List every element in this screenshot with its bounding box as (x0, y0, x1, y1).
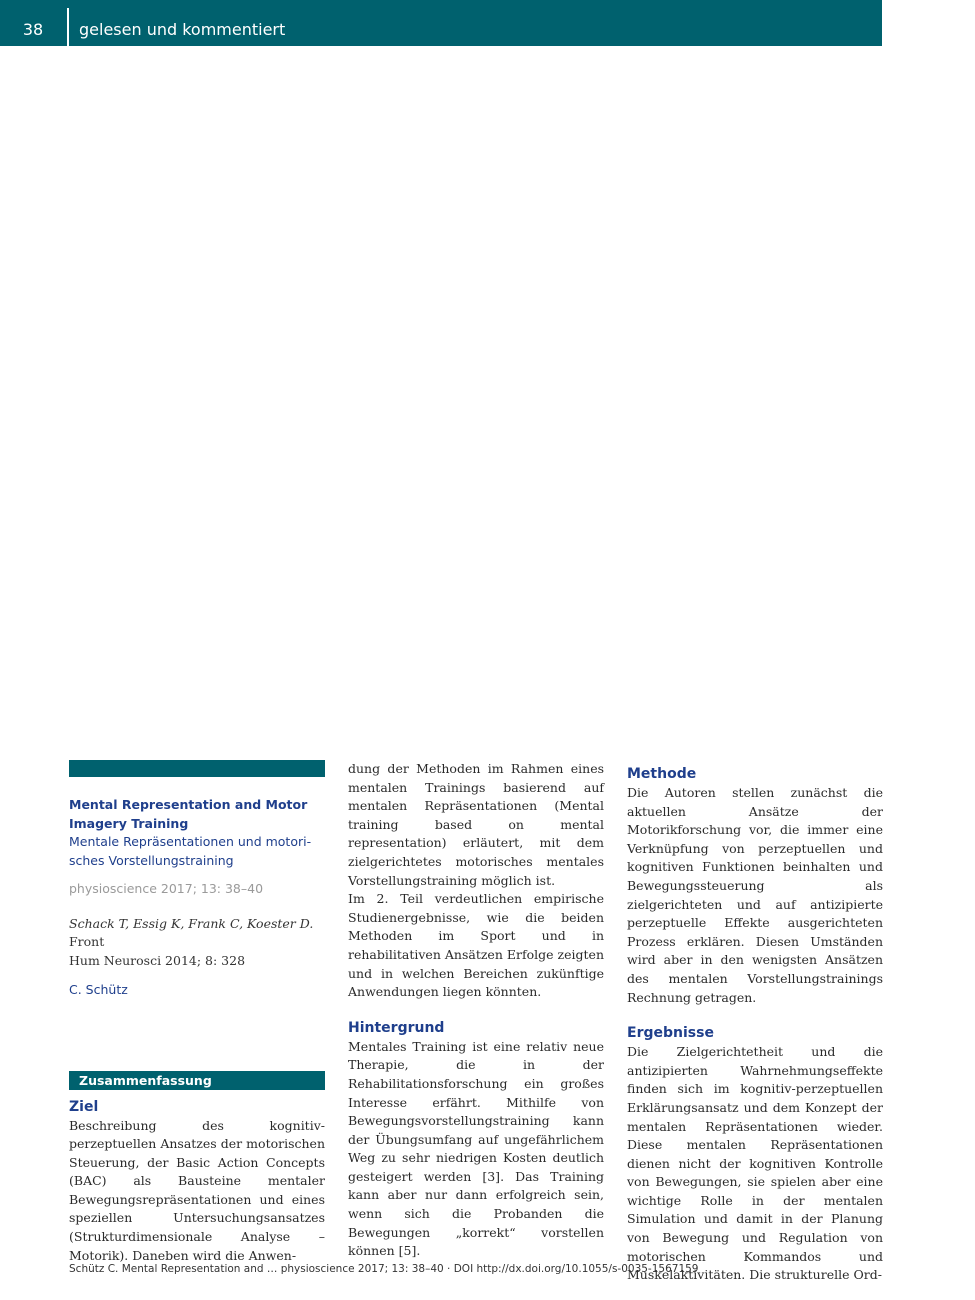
header-divider (67, 8, 69, 46)
commentator-name: C. Schütz (69, 982, 128, 997)
methode-heading: Methode (627, 766, 697, 782)
article-subtitle-line: Mentale Repräsentationen und motori- (69, 834, 312, 849)
article-title-line: Imagery Training (69, 815, 189, 831)
citation-authors: Schack T, Essig K, Frank C, Koester D. (69, 915, 314, 931)
ziel-heading: Ziel (69, 1098, 99, 1115)
column-left (69, 760, 325, 1265)
column-middle (348, 760, 604, 1261)
column-right (627, 760, 883, 1285)
page-number: 38 (22, 20, 44, 39)
page-header (0, 0, 882, 46)
article-title-de (69, 833, 325, 870)
hintergrund-text: Mentales Training ist eine relativ neue Therapie, die in der Rehabilitationsforschung ein großes Interesse erfährt. Mithilfe von Bewegungsvorstellungstraining kann der Übungsumfang auf ungefährlichem Weg zu sehr niedrigen Kosten deutlich gesteigert werden [3]. Das Training kann aber nur dann erfolgreich sein, wenn sich die Probanden die Bewegungen „korrekt“ vorstellen können [5]. (348, 1038, 604, 1259)
section-title: gelesen und kommentiert (79, 20, 286, 39)
ergebnisse-heading: Ergebnisse (627, 1025, 714, 1042)
page-footer: Schütz C. Mental Representation and … physioscience 2017; 13: 38–40 · DOI http://dx.doi.org/10.1055/s-0035-1567159 (69, 1263, 699, 1275)
article-title-en (69, 796, 325, 833)
ergebnisse-text: Die Zielgerichtetheit und die antizipierten Wahrnehmungseffekte finden sich im kognitiv-perzeptuellen Erklärungsansatz und dem Konzept der mentalen Repräsentationen wieder. Diese mentalen Repräsentationen dienen nicht der kognitiven Kontrolle von Bewegungen, sie spielen aber eine wichtige Rolle in der mentalen Simulation und damit in der Planung von Bewegung und Regulation von motorischen Kommandos und Muskelaktivitäten. Die strukturelle Ord- (627, 1044, 883, 1283)
reference-bar (69, 760, 325, 777)
methode-text: Die Autoren stellen zunächst die aktuellen Ansätze der Motorikforschung vor, die immer eine Verknüpfung von perzeptuellen und kognitiven Funktionen beinhalten und Bewegungssteuerung als zielgerichteten und auf antizipierte perzeptuelle Effekte ausgerichteten Prozess erklären. Diesen Umständen wird aber in den wenigsten Ansätzen des mentalen Vorstellungstrainings Rechnung getragen. (627, 785, 883, 1005)
hintergrund-heading: Hintergrund (348, 1019, 445, 1036)
summary-heading-bar: Zusammenfassung (69, 1071, 325, 1090)
citation-source: Front (69, 934, 105, 949)
article-subtitle-line: sches Vorstellungstraining (69, 852, 234, 868)
journal-reference: physioscience 2017; 13: 38–40 (69, 881, 264, 896)
ziel-text-part2: Im 2. Teil verdeutlichen empirische Studienergebnisse, wie die beiden Methoden im Sport und in rehabilitativen Ansätzen Erfolge zeigten und in welchen Bereichen zukünftige Anwendungen liegen könnten. (348, 891, 604, 1000)
citation-source-line2: Hum Neurosci 2014; 8: 328 (69, 952, 246, 968)
article-title-line: Mental Representation and Motor (69, 797, 308, 812)
ziel-text-continued: dung der Methoden im Rahmen eines mentalen Trainings basierend auf mentalen Repräsentationen (Mental training based on mental representation) erläutert, mit dem zielgerichtetes motorisches mentales Vorstellungstraining möglich ist. (348, 761, 604, 888)
source-citation (69, 915, 325, 971)
ziel-text: Beschreibung des kognitiv-perzeptuellen Ansatzes der motorischen Steuerung, der Basic Action Concepts (BAC) als Bausteine mentaler Bewegungsrepräsentationen und eines speziellen Untersuchungsansatzes (Strukturdimensionale Analyse – Motorik). Daneben wird die Anwen- (69, 1117, 325, 1263)
